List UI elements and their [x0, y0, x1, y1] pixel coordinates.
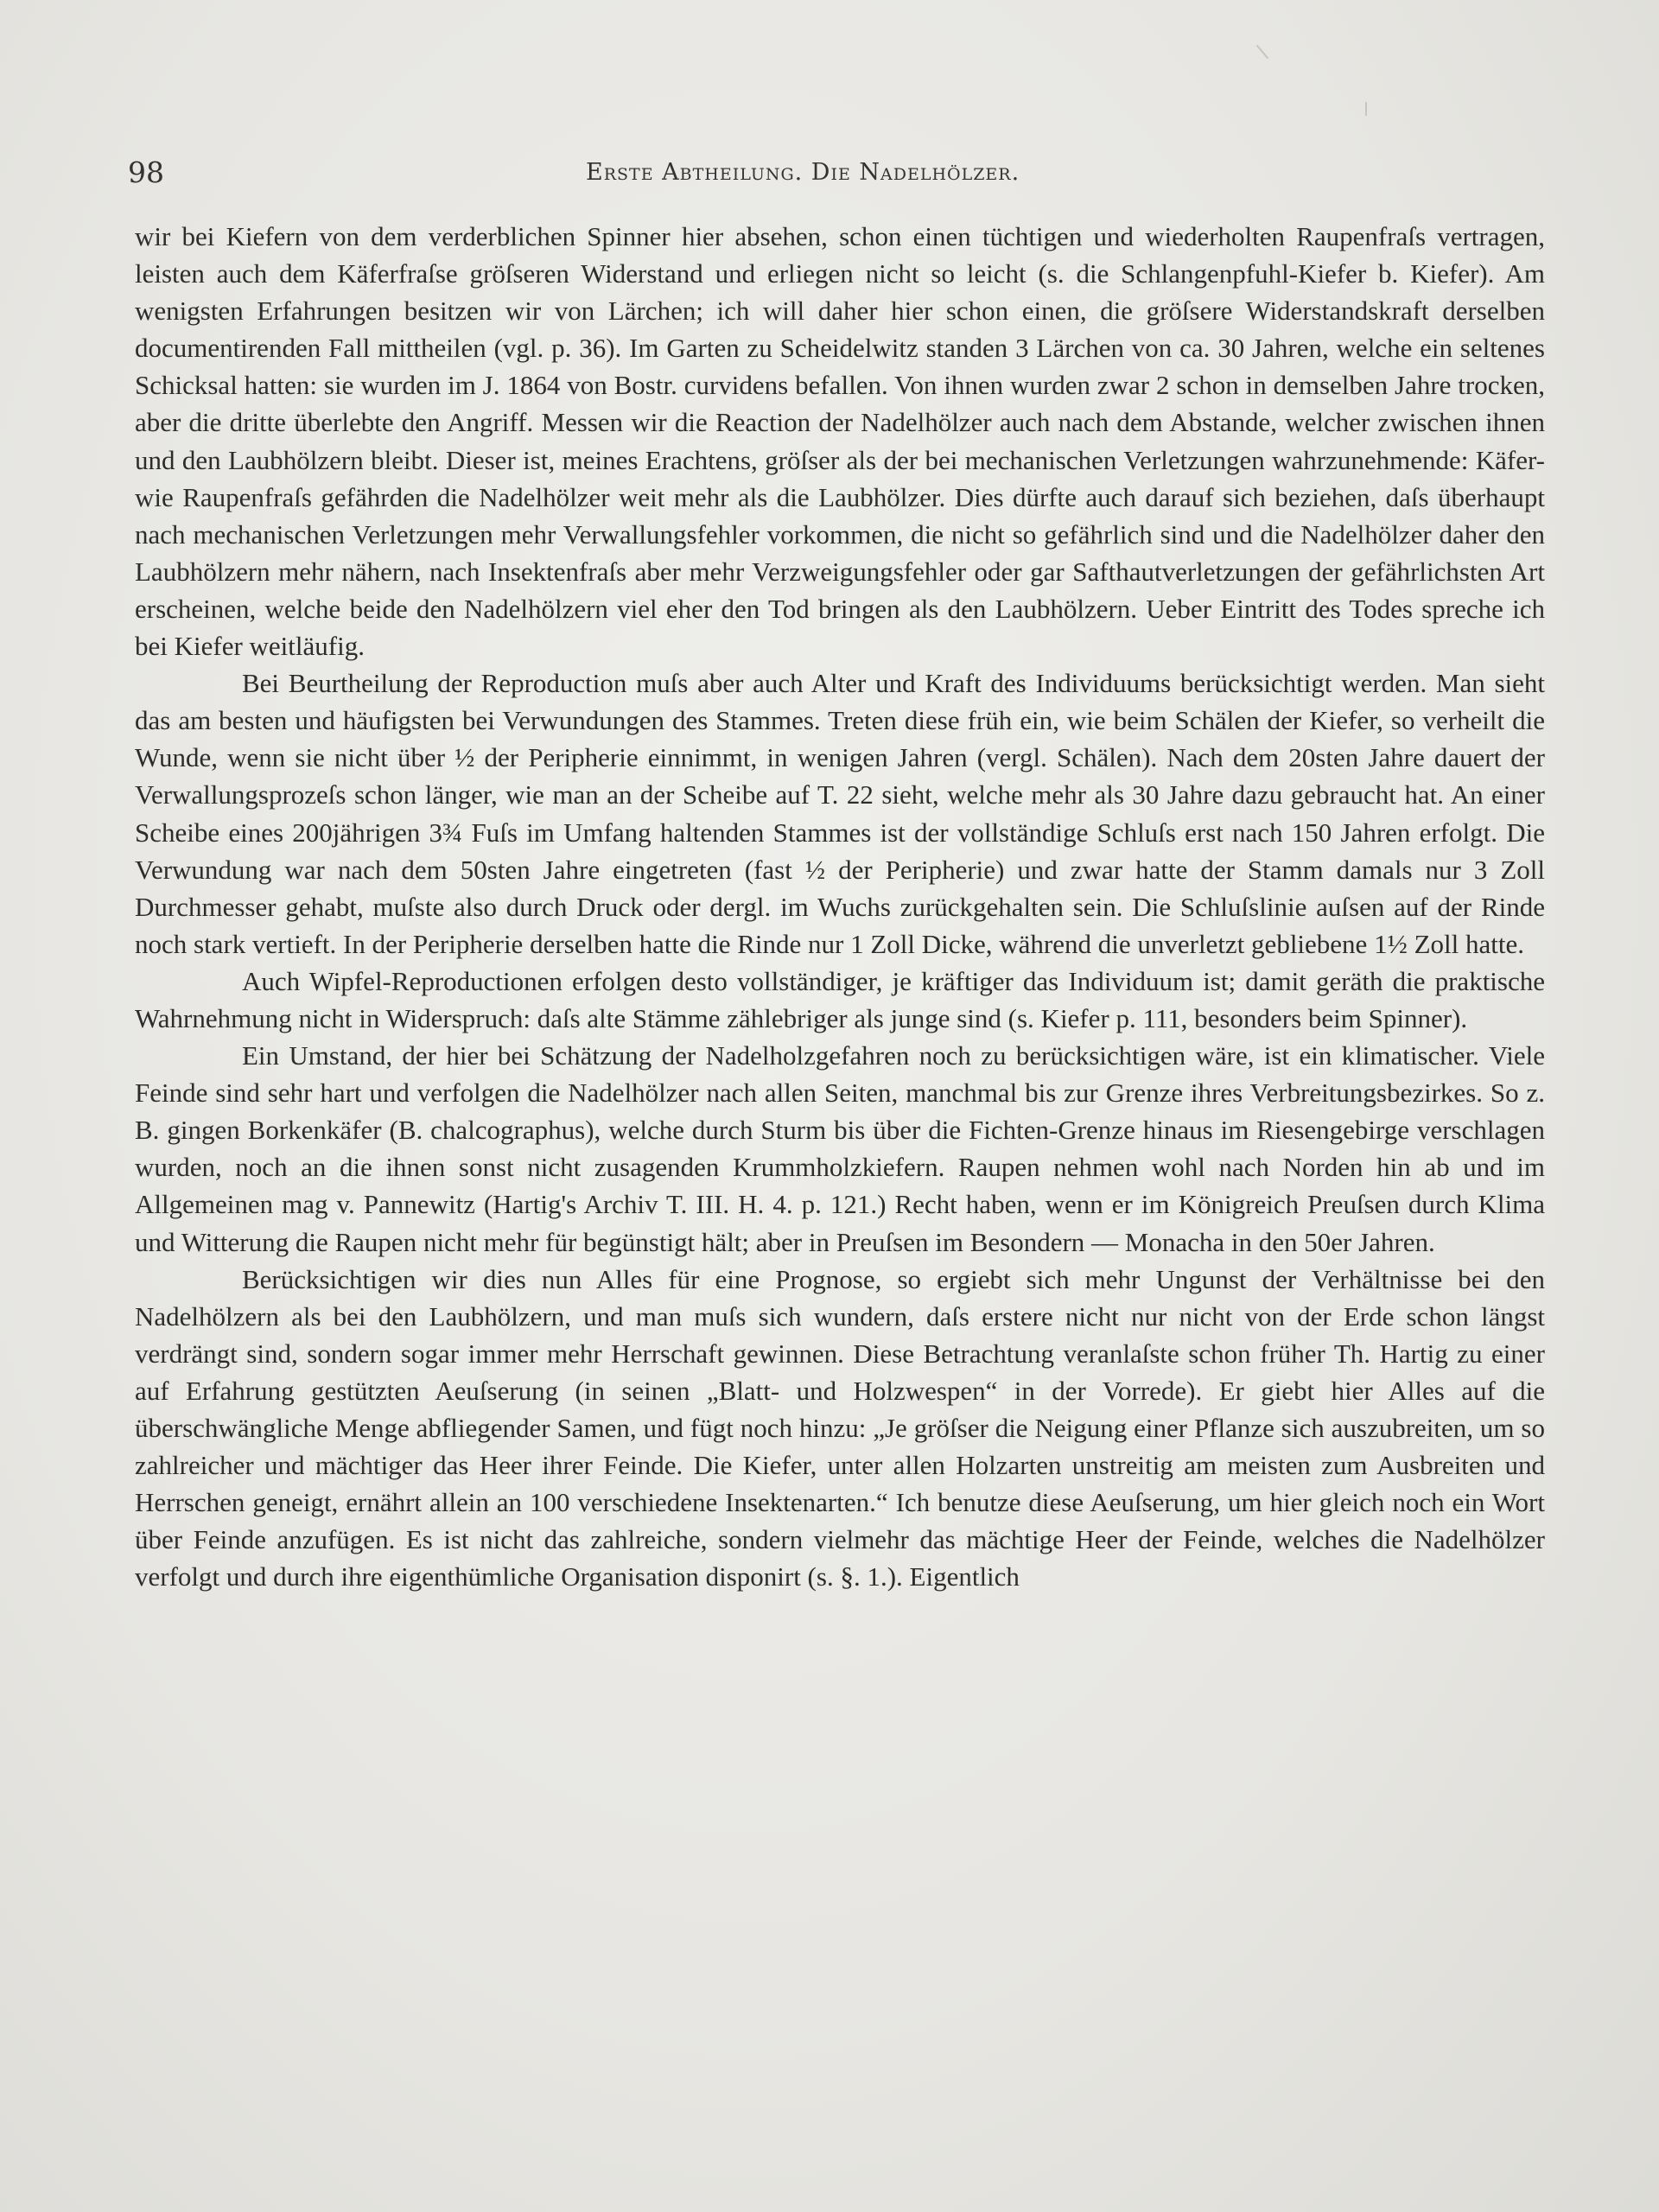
paragraph-2: Bei Beurtheilung der Reproduction muſs aber auch Alter und Kraft des Individuums berücksichtigt werden. Man sieht das am besten und häufigsten bei Verwundungen des Stammes. Treten diese früh ein, wie beim Schälen der Kiefer, so verheilt die Wunde, wenn sie nicht über ½ der Peripherie einnimmt, in wenigen Jahren (vergl. Schälen). Nach dem 20sten Jahre dauert der Verwallungsprozeſs schon länger, wie man an der Scheibe auf T. 22 sieht, welche mehr als 30 Jahre dazu gebraucht hat. An einer Scheibe eines 200jährigen 3¾ Fuſs im Umfang haltenden Stammes ist der vollständige Schluſs erst nach 150 Jahren erfolgt. Die Verwundung war nach dem 50sten Jahre eingetreten (fast ½ der Peripherie) und zwar hatte der Stamm damals nur 3 Zoll Durchmesser gehabt, muſste also durch Druck oder dergl. im Wuchs zurückgehalten sein. Die Schluſslinie auſsen auf der Rinde noch stark vertieft. In der Peripherie derselben hatte die Rinde nur 1 Zoll Dicke, während die unverletzt gebliebene 1½ Zoll hatte. — [135, 668, 1545, 959]
body-text — [135, 218, 1545, 1595]
paragraph-5: Berücksichtigen wir dies nun Alles für eine Prognose, so ergiebt sich mehr Ungunst der Verhältnisse bei den Nadelhölzern als bei den Laubhölzern, und man muſs sich wundern, daſs erstere nicht nur nicht von der Erde schon längst verdrängt sind, sondern sogar immer mehr Herrschaft gewinnen. Diese Betrachtung veranlaſste schon früher Th. Hartig zu einer auf Erfahrung gestützten Aeuſserung (in seinen „Blatt- und Holzwespen“ in der Vorrede). Er giebt hier Alles auf die überschwängliche Menge abfliegender Samen, und fügt noch hinzu: „Je gröſser die Neigung einer Pflanze sich auszubreiten, um so zahlreicher und mächtiger das Heer ihrer Feinde. Die Kiefer, unter allen Holzarten unstreitig am meisten zum Ausbreiten und Herrschen geneigt, ernährt allein an 100 verschiedene Insektenarten.“ Ich benutze diese Aeuſserung, um hier gleich noch ein Wort über Feinde anzufügen. Es ist nicht das zahlreiche, sondern vielmehr das mächtige Heer der Feinde, welches die Nadelhölzer verfolgt und durch ihre eigenthümliche Organisation disponirt (s. §. 1.). Eigentlich — [135, 1263, 1545, 1592]
paper-scuff-mark — [1365, 102, 1367, 116]
paragraph-1: wir bei Kiefern von dem verderblichen Spinner hier absehen, schon einen tüchtigen und wiederholten Raupenfraſs vertragen, leisten auch dem Käferfraſse gröſseren Widerstand und erliegen nicht so leicht (s. die Schlangenpfuhl-Kiefer b. Kiefer). Am wenigsten Erfahrungen besitzen wir von Lärchen; ich will daher hier schon einen, die gröſsere Widerstandskraft derselben documentirenden Fall mittheilen (vgl. p. 36). Im Garten zu Scheidelwitz standen 3 Lärchen von ca. 30 Jahren, welche ein seltenes Schicksal hatten: sie wurden im J. 1864 von Bostr. curvidens befallen. Von ihnen wurden zwar 2 schon in demselben Jahre trocken, aber die dritte überlebte den Angriff. Messen wir die Reaction der Nadelhölzer auch nach dem Abstande, welcher zwischen ihnen und den Laubhölzern bleibt. Dieser ist, meines Erachtens, gröſser als der bei mechanischen Verletzungen wahrzunehmende: Käfer- wie Raupenfraſs gefährden die Nadelhölzer weit mehr als die Laubhölzer. Dies dürfte auch darauf sich beziehen, daſs überhaupt nach mechanischen Verletzungen mehr Verwallungsfehler vorkommen, die nicht so gefährlich sind und die Nadelhölzer daher den Laubhölzern mehr nähern, nach Insektenfraſs aber mehr Verzweigungsfehler oder gar Safthautverletzungen der gefährlichsten Art erscheinen, welche beide den Nadelhölzern viel eher den Tod bringen als den Laubhölzern. Ueber Eintritt des Todes spreche ich bei Kiefer weitläufig. — [135, 221, 1545, 662]
paragraph-4: Ein Umstand, der hier bei Schätzung der Nadelholzgefahren noch zu berücksichtigen wäre, ist ein klimatischer. Viele Feinde sind sehr hart und verfolgen die Nadelhölzer nach allen Seiten, manchmal bis zur Grenze ihres Verbreitungsbezirkes. So z. B. gingen Borkenkäfer (B. chalcographus), welche durch Sturm bis über die Fichten-Grenze hinaus im Riesengebirge verschlagen wurden, noch an die ihnen sonst nicht zusagenden Krummholzkiefern. Raupen nehmen wohl nach Norden hin ab und im Allgemeinen mag v. Pannewitz (Hartig's Archiv T. III. H. 4. p. 121.) Recht haben, wenn er im Königreich Preuſsen durch Klima und Witterung die Raupen nicht mehr für begünstigt hält; aber in Preuſsen im Besondern — Monacha in den 50er Jahren. — [135, 1040, 1545, 1257]
page-header — [128, 152, 1545, 194]
paper-scuff-mark — [1256, 45, 1268, 60]
page-number: 98 — [128, 156, 164, 189]
paragraph-3: Auch Wipfel-Reproductionen erfolgen desto vollständiger, je kräftiger das Individuum ist; damit geräth die praktische Wahrnehmung nicht in Widerspruch: daſs alte Stämme zählebriger als junge sind (s. Kiefer p. 111, besonders beim Spinner). — [135, 965, 1545, 1033]
running-title: Erste Abtheilung. Die Nadelhölzer. — [586, 159, 1020, 186]
